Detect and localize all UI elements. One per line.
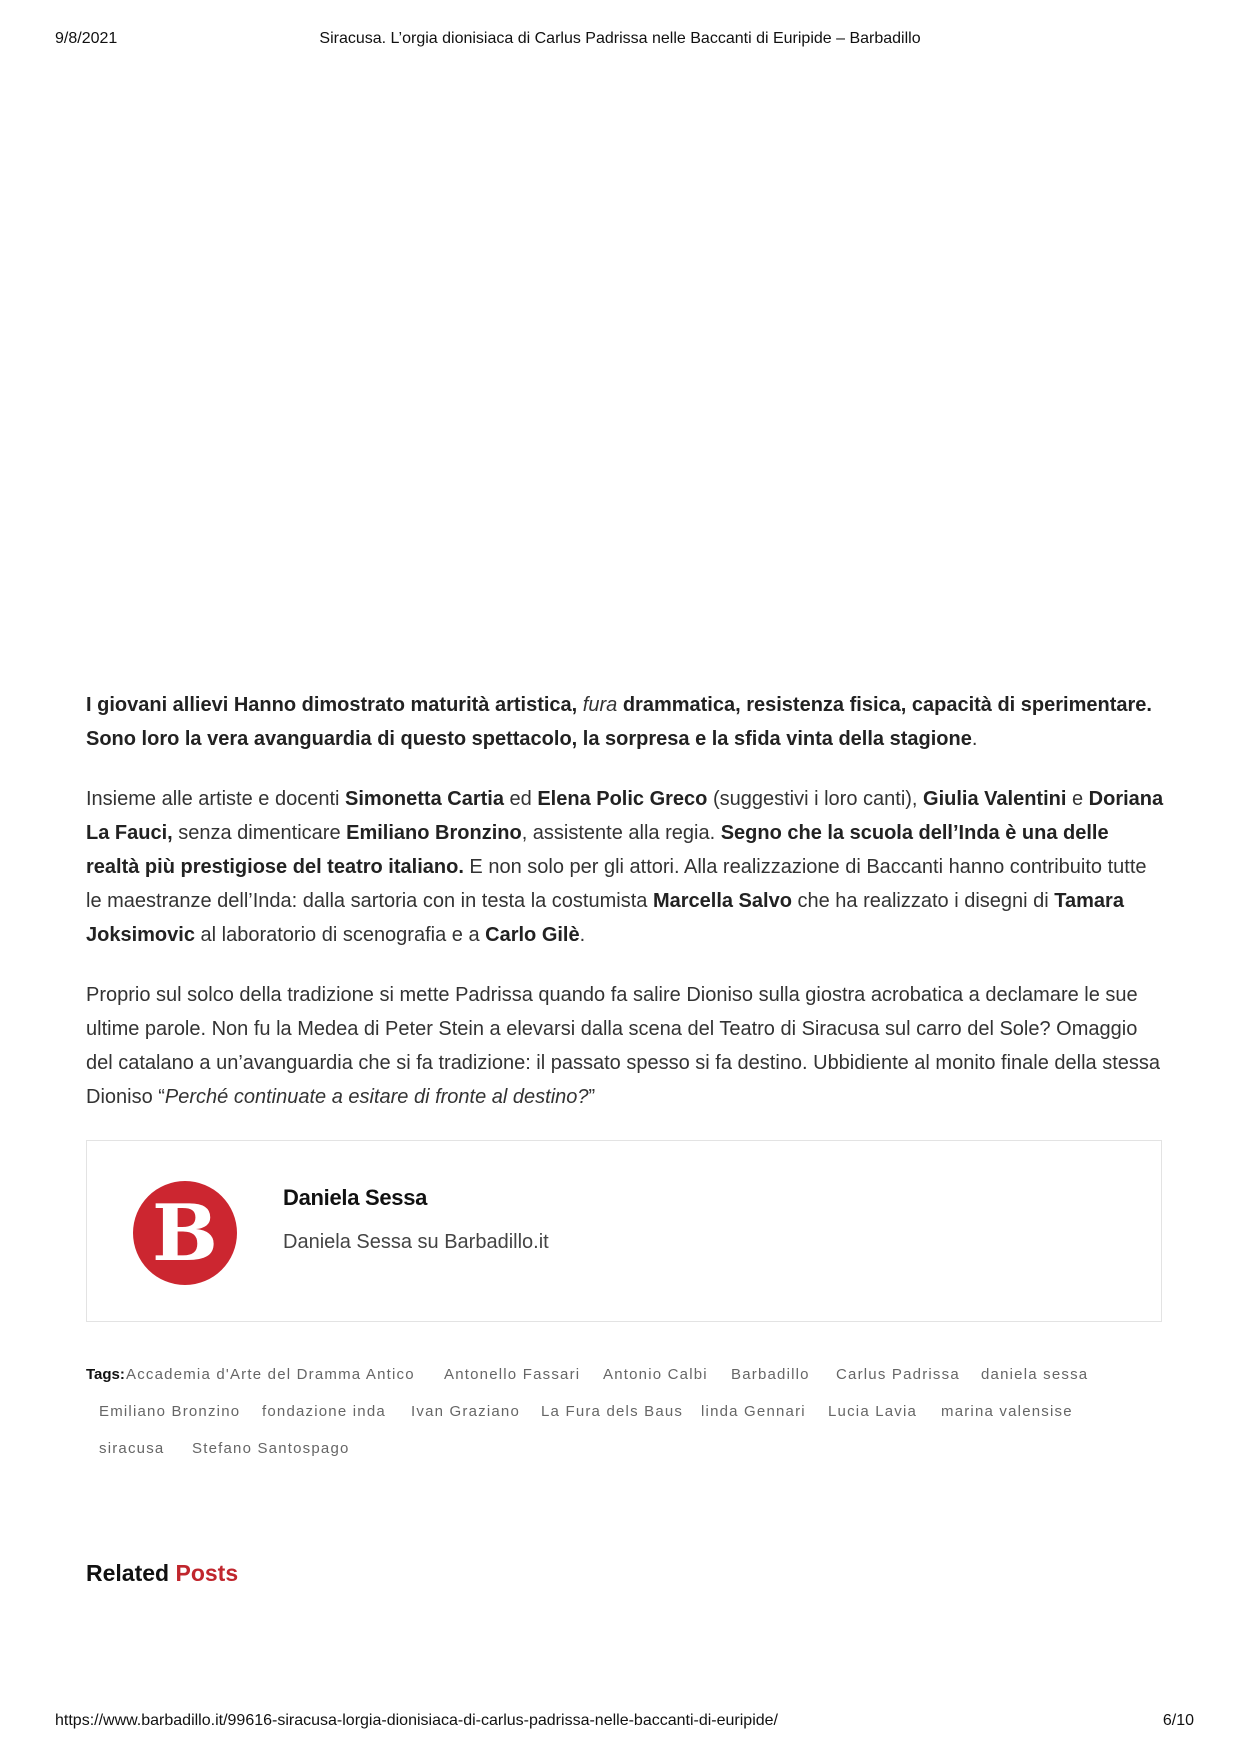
text-run: . [579,924,586,946]
bold-text: Doriana La Fauci, [86,788,1164,844]
text-run: E non solo per gli attori. Alla realizzazione di Baccanti hanno contribuito tutte le maestranze dell’Inda: dalla sartoria con in testa la costumista [86,856,1147,912]
author-avatar[interactable] [133,1181,237,1285]
tag-link[interactable]: Lucia Lavia [828,1403,918,1420]
tag-link[interactable]: Accademia d'Arte del Dramma Antico [126,1366,415,1383]
tag-link[interactable]: daniela sessa [981,1366,1089,1383]
posts-word: Posts [175,1560,239,1586]
tag-link[interactable]: Carlus Padrissa [836,1366,960,1383]
bold-text: Marcella Salvo [652,890,792,912]
bold-text: I giovani allievi Hanno dimostrato maturità artistica, [86,694,583,716]
text-run: e [1066,788,1089,810]
text-run: ed [503,788,538,810]
tag-link[interactable]: fondazione inda [262,1403,386,1420]
print-url: https://www.barbadillo.it/99616-siracusa-lorgia-dionisiaca-di-carlus-padrissa-nelle-baccanti-di-euripide/ [55,1712,778,1729]
italic-text: Perché continuate a esitare di fronte al destino? [164,1086,589,1108]
text-run: Proprio sul solco della tradizione si mette Padrissa quando fa salire Dioniso sulla giostra acrobatica a declamare le sue ultime parole. Non fu la Medea di Peter Stein a elevarsi dalla scena del Teatro di Siracusa sul carro del Sole? Omaggio del catalano a un’avanguardia che si fa tradizione: il passato spesso si fa destino. Ubbidiente al monito finale della stessa Dioniso “ [86,984,1160,1108]
author-description: Daniela Sessa su Barbadillo.it [283,1231,549,1253]
bold-text: drammatica, resistenza fisica, capacità di sperimentare. Sono loro la vera avanguardia di questo spettacolo, la sorpresa e la sfida vinta della stagione [86,694,1152,750]
bold-text: Simonetta Cartia [345,788,504,810]
tag-link[interactable]: Antonio Calbi [603,1366,708,1383]
tags-label: Tags: [86,1366,125,1383]
tag-link[interactable]: Antonello Fassari [444,1366,581,1383]
text-run: , assistente alla regia. [521,822,721,844]
tag-link[interactable]: Stefano Santospago [192,1440,350,1457]
text-run: al laboratorio di scenografia e a [194,924,486,946]
bold-text: Segno che la scuola dell’Inda è una delle realtà più prestigiose del teatro italiano. [86,822,1109,878]
avatar-letter: B [152,1188,218,1279]
text-run: (suggestivi i loro canti), [707,788,924,810]
related-posts-heading [86,1560,238,1587]
author-name-link[interactable]: Daniela Sessa [283,1185,428,1210]
tag-link[interactable]: marina valensise [941,1403,1073,1420]
paragraph-2 [86,782,1166,952]
author-box [86,1140,1162,1322]
paragraph-1 [86,688,1166,756]
tag-link[interactable]: Emiliano Bronzino [99,1403,241,1420]
bold-text: Tamara Joksimovic [86,890,1124,946]
text-run: senza dimenticare [172,822,347,844]
italic-text: fura [582,694,618,716]
article-body [86,688,1166,1140]
bold-text: Emiliano Bronzino [346,822,522,844]
print-page-title: Siracusa. L’orgia dionisiaca di Carlus Padrissa nelle Baccanti di Euripide – Barbadillo [319,30,921,47]
text-run: . [971,728,978,750]
text-run: Insieme alle artiste e docenti [86,788,346,810]
tag-link[interactable]: Ivan Graziano [411,1403,520,1420]
tag-link[interactable]: siracusa [99,1440,165,1457]
print-date: 9/8/2021 [55,30,118,47]
print-page-number: 6/10 [1162,1712,1194,1729]
bold-text: Carlo Gilè [485,924,580,946]
related-word: Related [86,1560,170,1586]
tag-link[interactable]: Barbadillo [731,1366,810,1383]
text-run: ” [588,1086,596,1108]
bold-text: Giulia Valentini [923,788,1067,810]
tag-link[interactable]: linda Gennari [701,1403,806,1420]
bold-text: Elena Polic Greco [537,788,708,810]
tag-link[interactable]: La Fura dels Baus [541,1403,684,1420]
paragraph-3 [86,978,1166,1114]
text-run: che ha realizzato i disegni di [791,890,1055,912]
